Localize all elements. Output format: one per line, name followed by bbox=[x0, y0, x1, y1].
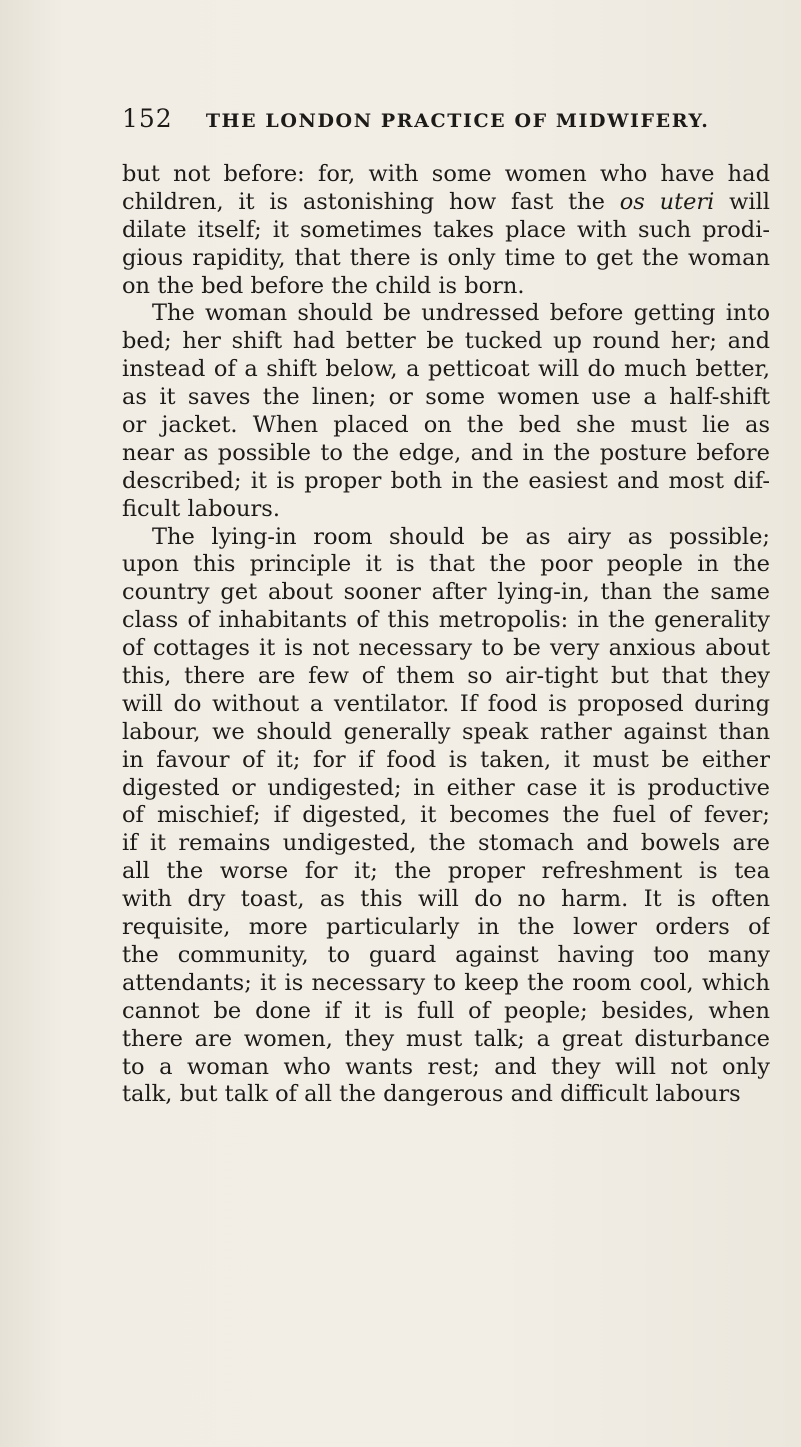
text-segment: will bbox=[729, 188, 770, 215]
text-line: dilate itself; it sometimes takes place with such prodi- bbox=[122, 216, 770, 243]
text-line: country get about sooner after lying-in, than the same bbox=[122, 579, 770, 606]
text-line: The lying-in room should be as airy as possible; bbox=[152, 523, 770, 550]
text-line: this, there are few of them so air-tight but that they bbox=[122, 663, 770, 690]
text-line: on the bed before the child is born. bbox=[122, 272, 525, 299]
text-line: with dry toast, as this will do no harm. It is often bbox=[122, 886, 770, 913]
text-line: cannot be done if it is full of people; besides, when bbox=[122, 997, 770, 1024]
text-line bbox=[122, 189, 770, 217]
text-line: near as possible to the edge, and in the posture before bbox=[122, 439, 770, 466]
text-line: attendants; it is necessary to keep the room cool, which bbox=[122, 969, 770, 996]
text-line: bed; her shift had better be tucked up round her; and bbox=[122, 328, 770, 355]
italic-term: os uteri bbox=[619, 188, 715, 215]
text-line: of mischief; if digested, it becomes the fuel of fever; bbox=[122, 802, 770, 829]
text-line: ficult labours. bbox=[122, 495, 280, 522]
text-segment: children, it is astonishing how fast the bbox=[122, 188, 605, 215]
text-line: instead of a shift below, a petticoat will do much better, bbox=[122, 356, 770, 383]
text-line: will do without a ventilator. If food is proposed during bbox=[122, 690, 770, 717]
text-line: to a woman who wants rest; and they will not only bbox=[122, 1053, 770, 1080]
page-number: 152 bbox=[122, 104, 173, 133]
text-line: the community, to guard against having too many bbox=[122, 941, 770, 968]
text-line: if it remains undigested, the stomach and bowels are bbox=[122, 830, 770, 857]
text-line: digested or undigested; in either case it is productive bbox=[122, 774, 770, 801]
body-text bbox=[122, 161, 770, 1109]
text-line: in favour of it; for if food is taken, it must be either bbox=[122, 746, 770, 773]
text-line: described; it is proper both in the easiest and most dif- bbox=[122, 467, 770, 494]
text-line: or jacket. When placed on the bed she must lie as bbox=[122, 412, 770, 439]
text-line: class of inhabitants of this metropolis: in the generality bbox=[122, 607, 770, 634]
text-line: all the worse for it; the proper refreshment is tea bbox=[122, 858, 770, 885]
text-line: The woman should be undressed before getting into bbox=[152, 300, 770, 327]
running-title: THE LONDON PRACTICE OF MIDWIFERY. bbox=[205, 110, 710, 132]
text-line: but not before: for, with some women who have had bbox=[122, 161, 770, 187]
text-line: requisite, more particularly in the lower orders of bbox=[122, 914, 770, 941]
text-line: of cottages it is not necessary to be very anxious about bbox=[122, 635, 770, 662]
text-line: labour, we should generally speak rather against than bbox=[122, 718, 770, 745]
text-line: talk, but talk of all the dangerous and difficult labours bbox=[122, 1081, 741, 1108]
text-line: there are women, they must talk; a great disturbance bbox=[122, 1025, 770, 1052]
text-line: as it saves the linen; or some women use a half-shift bbox=[122, 384, 770, 411]
running-head bbox=[122, 104, 762, 144]
text-line: upon this principle it is that the poor people in the bbox=[122, 551, 770, 578]
text-line: gious rapidity, that there is only time to get the woman bbox=[122, 244, 770, 271]
